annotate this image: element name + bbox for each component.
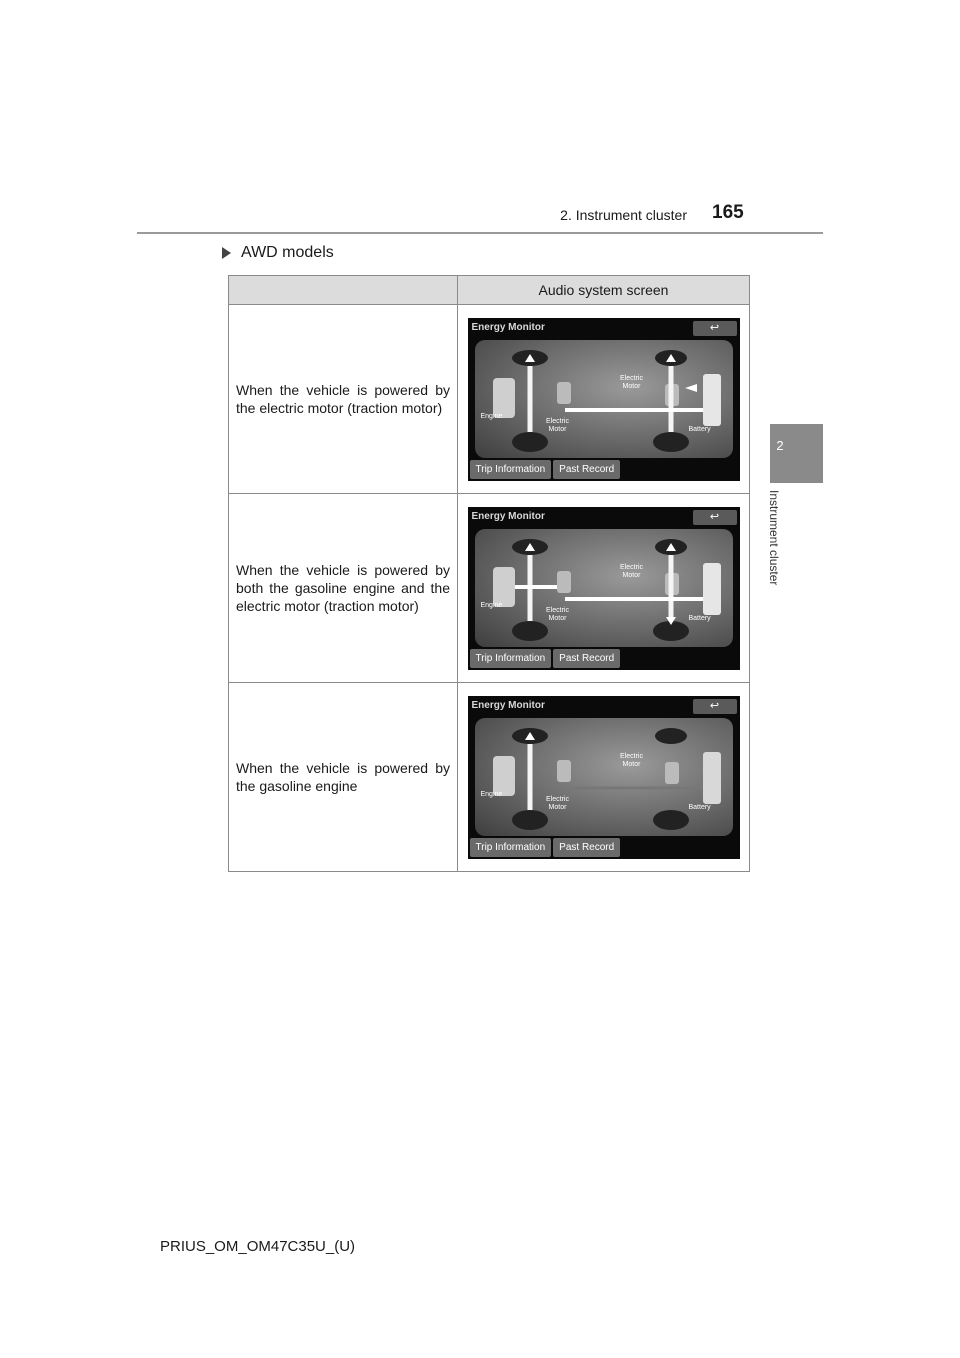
energy-monitor-screen — [468, 696, 740, 859]
electric-motor-front-label: Electric Motor — [546, 795, 569, 811]
chapter-label-container — [767, 490, 791, 620]
energy-monitor-table — [228, 275, 750, 872]
electric-motor-rear-label: Electric Motor — [620, 752, 643, 768]
trip-information-button[interactable]: Trip Information — [470, 460, 552, 479]
table-row — [229, 305, 750, 494]
engine-label: Engine — [480, 601, 503, 609]
screen-button-bar — [470, 460, 621, 479]
arrow-right-icon — [222, 247, 231, 259]
vehicle-diagram — [475, 718, 733, 836]
vehicle-diagram — [475, 529, 733, 647]
section-heading-text: AWD models — [241, 244, 334, 261]
screen-title: Energy Monitor — [471, 699, 545, 711]
screen-title: Energy Monitor — [471, 321, 545, 333]
back-icon[interactable]: ↩ — [693, 510, 737, 525]
header-divider — [137, 232, 823, 234]
electric-motor-front-label: Electric Motor — [546, 417, 569, 433]
powertrain-graphic — [475, 529, 733, 647]
table-header-empty — [229, 276, 458, 305]
engine-label: Engine — [480, 790, 503, 798]
table-row — [229, 494, 750, 683]
page-number: 165 — [712, 202, 744, 223]
engine-label: Engine — [480, 412, 503, 420]
energy-monitor-screen — [468, 507, 740, 670]
vehicle-diagram — [475, 340, 733, 458]
past-record-button[interactable]: Past Record — [553, 649, 620, 668]
row-description: When the vehicle is powered by the electric motor (traction motor) — [229, 305, 458, 494]
past-record-button[interactable]: Past Record — [553, 838, 620, 857]
chapter-number: 2 — [776, 438, 784, 453]
powertrain-graphic — [475, 340, 733, 458]
section-heading — [222, 244, 334, 262]
table-header-audio: Audio system screen — [458, 276, 750, 305]
electric-motor-rear-label: Electric Motor — [620, 374, 643, 390]
screen-button-bar — [470, 649, 621, 668]
electric-motor-rear-label: Electric Motor — [620, 563, 643, 579]
electric-motor-front-label: Electric Motor — [546, 606, 569, 622]
row-screen-cell — [458, 683, 750, 872]
trip-information-button[interactable]: Trip Information — [470, 649, 552, 668]
document-code: PRIUS_OM_OM47C35U_(U) — [160, 1238, 356, 1255]
screen-button-bar — [470, 838, 621, 857]
chapter-tab — [770, 424, 823, 483]
back-icon[interactable]: ↩ — [693, 321, 737, 336]
battery-label: Battery — [688, 425, 711, 433]
powertrain-graphic — [475, 718, 733, 836]
row-description: When the vehicle is powered by both the gasoline engine and the electric motor (traction motor) — [229, 494, 458, 683]
row-screen-cell — [458, 494, 750, 683]
chapter-label: Instrument cluster — [767, 490, 781, 586]
table-row — [229, 683, 750, 872]
past-record-button[interactable]: Past Record — [553, 460, 620, 479]
trip-information-button[interactable]: Trip Information — [470, 838, 552, 857]
table-header-row — [229, 276, 750, 305]
battery-label: Battery — [688, 803, 711, 811]
battery-label: Battery — [688, 614, 711, 622]
energy-monitor-screen — [468, 318, 740, 481]
screen-title: Energy Monitor — [471, 510, 545, 522]
row-screen-cell — [458, 305, 750, 494]
section-title: 2. Instrument cluster — [560, 207, 687, 223]
row-description: When the vehicle is powered by the gasoline engine — [229, 683, 458, 872]
back-icon[interactable]: ↩ — [693, 699, 737, 714]
